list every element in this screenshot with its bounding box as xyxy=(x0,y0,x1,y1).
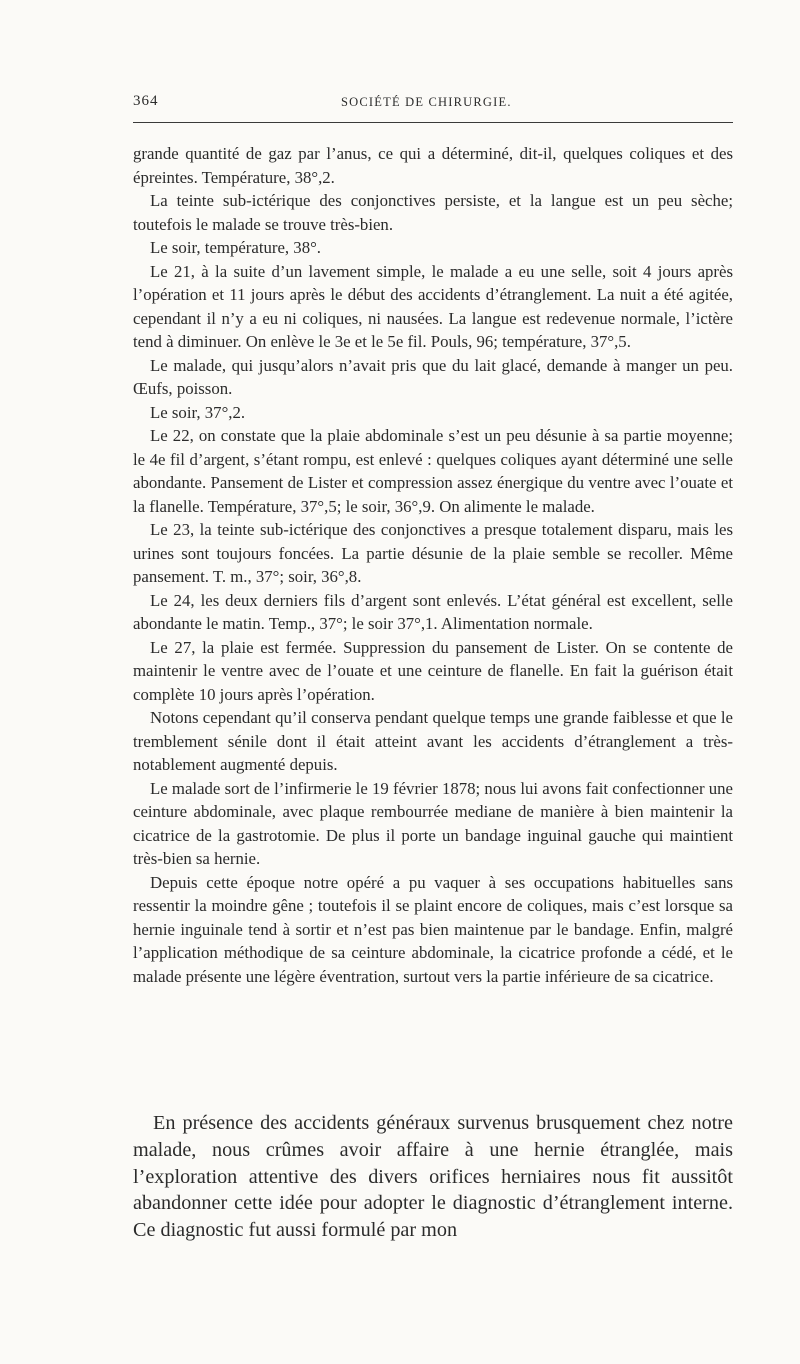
case-notes xyxy=(133,142,733,988)
page-number: 364 xyxy=(133,93,159,109)
note-paragraph: La teinte sub-ictérique des conjonctives persiste, et la langue est un peu sèche; toutefois le malade se trouve très-bien. xyxy=(133,191,733,234)
main-text xyxy=(133,1110,733,1244)
note-paragraph: Le 21, à la suite d’un lavement simple, le malade a eu une selle, soit 4 jours après l’opération et 11 jours après le début des accidents d’étranglement. La nuit a été agitée, cependant il n’y a eu ni coliques, ni nausées. La langue est redevenue normale, l’ictère tend à diminuer. On enlève le 3e et le 5e fil. Pouls, 96; température, 37°,5. xyxy=(133,261,733,351)
running-title: SOCIÉTÉ DE CHIRURGIE. xyxy=(341,95,512,109)
note-paragraph: grande quantité de gaz par l’anus, ce qui a déterminé, dit-il, quelques coliques et des épreintes. Température, 38°,2. xyxy=(133,144,733,187)
note-paragraph: Le 22, on constate que la plaie abdominale s’est un peu désunie à sa partie moyenne; le 4e fil d’argent, s’étant rompu, est enlevé : quelques coliques ayant déterminé une selle abondante. Pansement de Lister et compression assez énergique du ventre avec l’ouate et la flanelle. Température, 37°,5; le soir, 36°,9. On alimente le malade. xyxy=(133,426,733,516)
main-paragraph: En présence des accidents généraux survenus brusquement chez notre malade, nous crûmes avoir affaire à une hernie étranglée, mais l’exploration attentive des divers orifices herniaires nous fit aussitôt abandonner cette idée pour adopter le diagnostic d’étranglement interne. Ce diagnostic fut aussi formulé par mon xyxy=(133,1112,733,1242)
page-header xyxy=(133,93,733,115)
note-paragraph: Le soir, 37°,2. xyxy=(150,402,246,422)
note-paragraph: Le malade sort de l’infirmerie le 19 février 1878; nous lui avons fait confectionner une ceinture abdominale, avec plaque rembourrée mediane de manière à bien maintenir la cicatrice de la gastrotomie. De plus il porte un bandage inguinal gauche qui maintient très-bien sa hernie. xyxy=(133,778,733,868)
note-paragraph: Le soir, température, 38°. xyxy=(150,238,321,257)
note-paragraph: Depuis cette époque notre opéré a pu vaquer à ses occupations habituelles sans ressentir la moindre gêne ; toutefois il se plaint encore de coliques, mais c’est lorsque sa hernie inguinale tend à sortir et n’est pas bien maintenue par le bandage. Enfin, malgré l’application méthodique de sa ceinture abdominale, la cicatrice profonde a cédé, et le malade présente une légère éventration, surtout vers la partie inférieure de sa cicatrice. xyxy=(133,872,733,986)
note-paragraph: Le malade, qui jusqu’alors n’avait pris que du lait glacé, demande à manger un peu. Œufs, poisson. xyxy=(133,355,733,398)
note-paragraph: Notons cependant qu’il conserva pendant quelque temps une grande faiblesse et que le tremblement sénile dont il était atteint avant les accidents d’étranglement a très-notablement augmenté depuis. xyxy=(133,708,733,774)
note-paragraph: Le 24, les deux derniers fils d’argent sont enlevés. L’état général est excellent, selle abondante le matin. Temp., 37°; le soir 37°,1. Alimentation normale. xyxy=(133,590,733,633)
note-paragraph: Le 27, la plaie est fermée. Suppression du pansement de Lister. On se contente de maintenir le ventre avec de l’ouate et une ceinture de flanelle. En fait la guérison était complète 10 jours après l’opération. xyxy=(133,637,733,704)
header-rule xyxy=(133,122,733,123)
note-paragraph: Le 23, la teinte sub-ictérique des conjonctives a presque totalement disparu, mais les urines sont toujours foncées. La partie désunie de la plaie semble se recoller. Même pansement. T. m., 37°; soir, 36°,8. xyxy=(133,520,733,586)
